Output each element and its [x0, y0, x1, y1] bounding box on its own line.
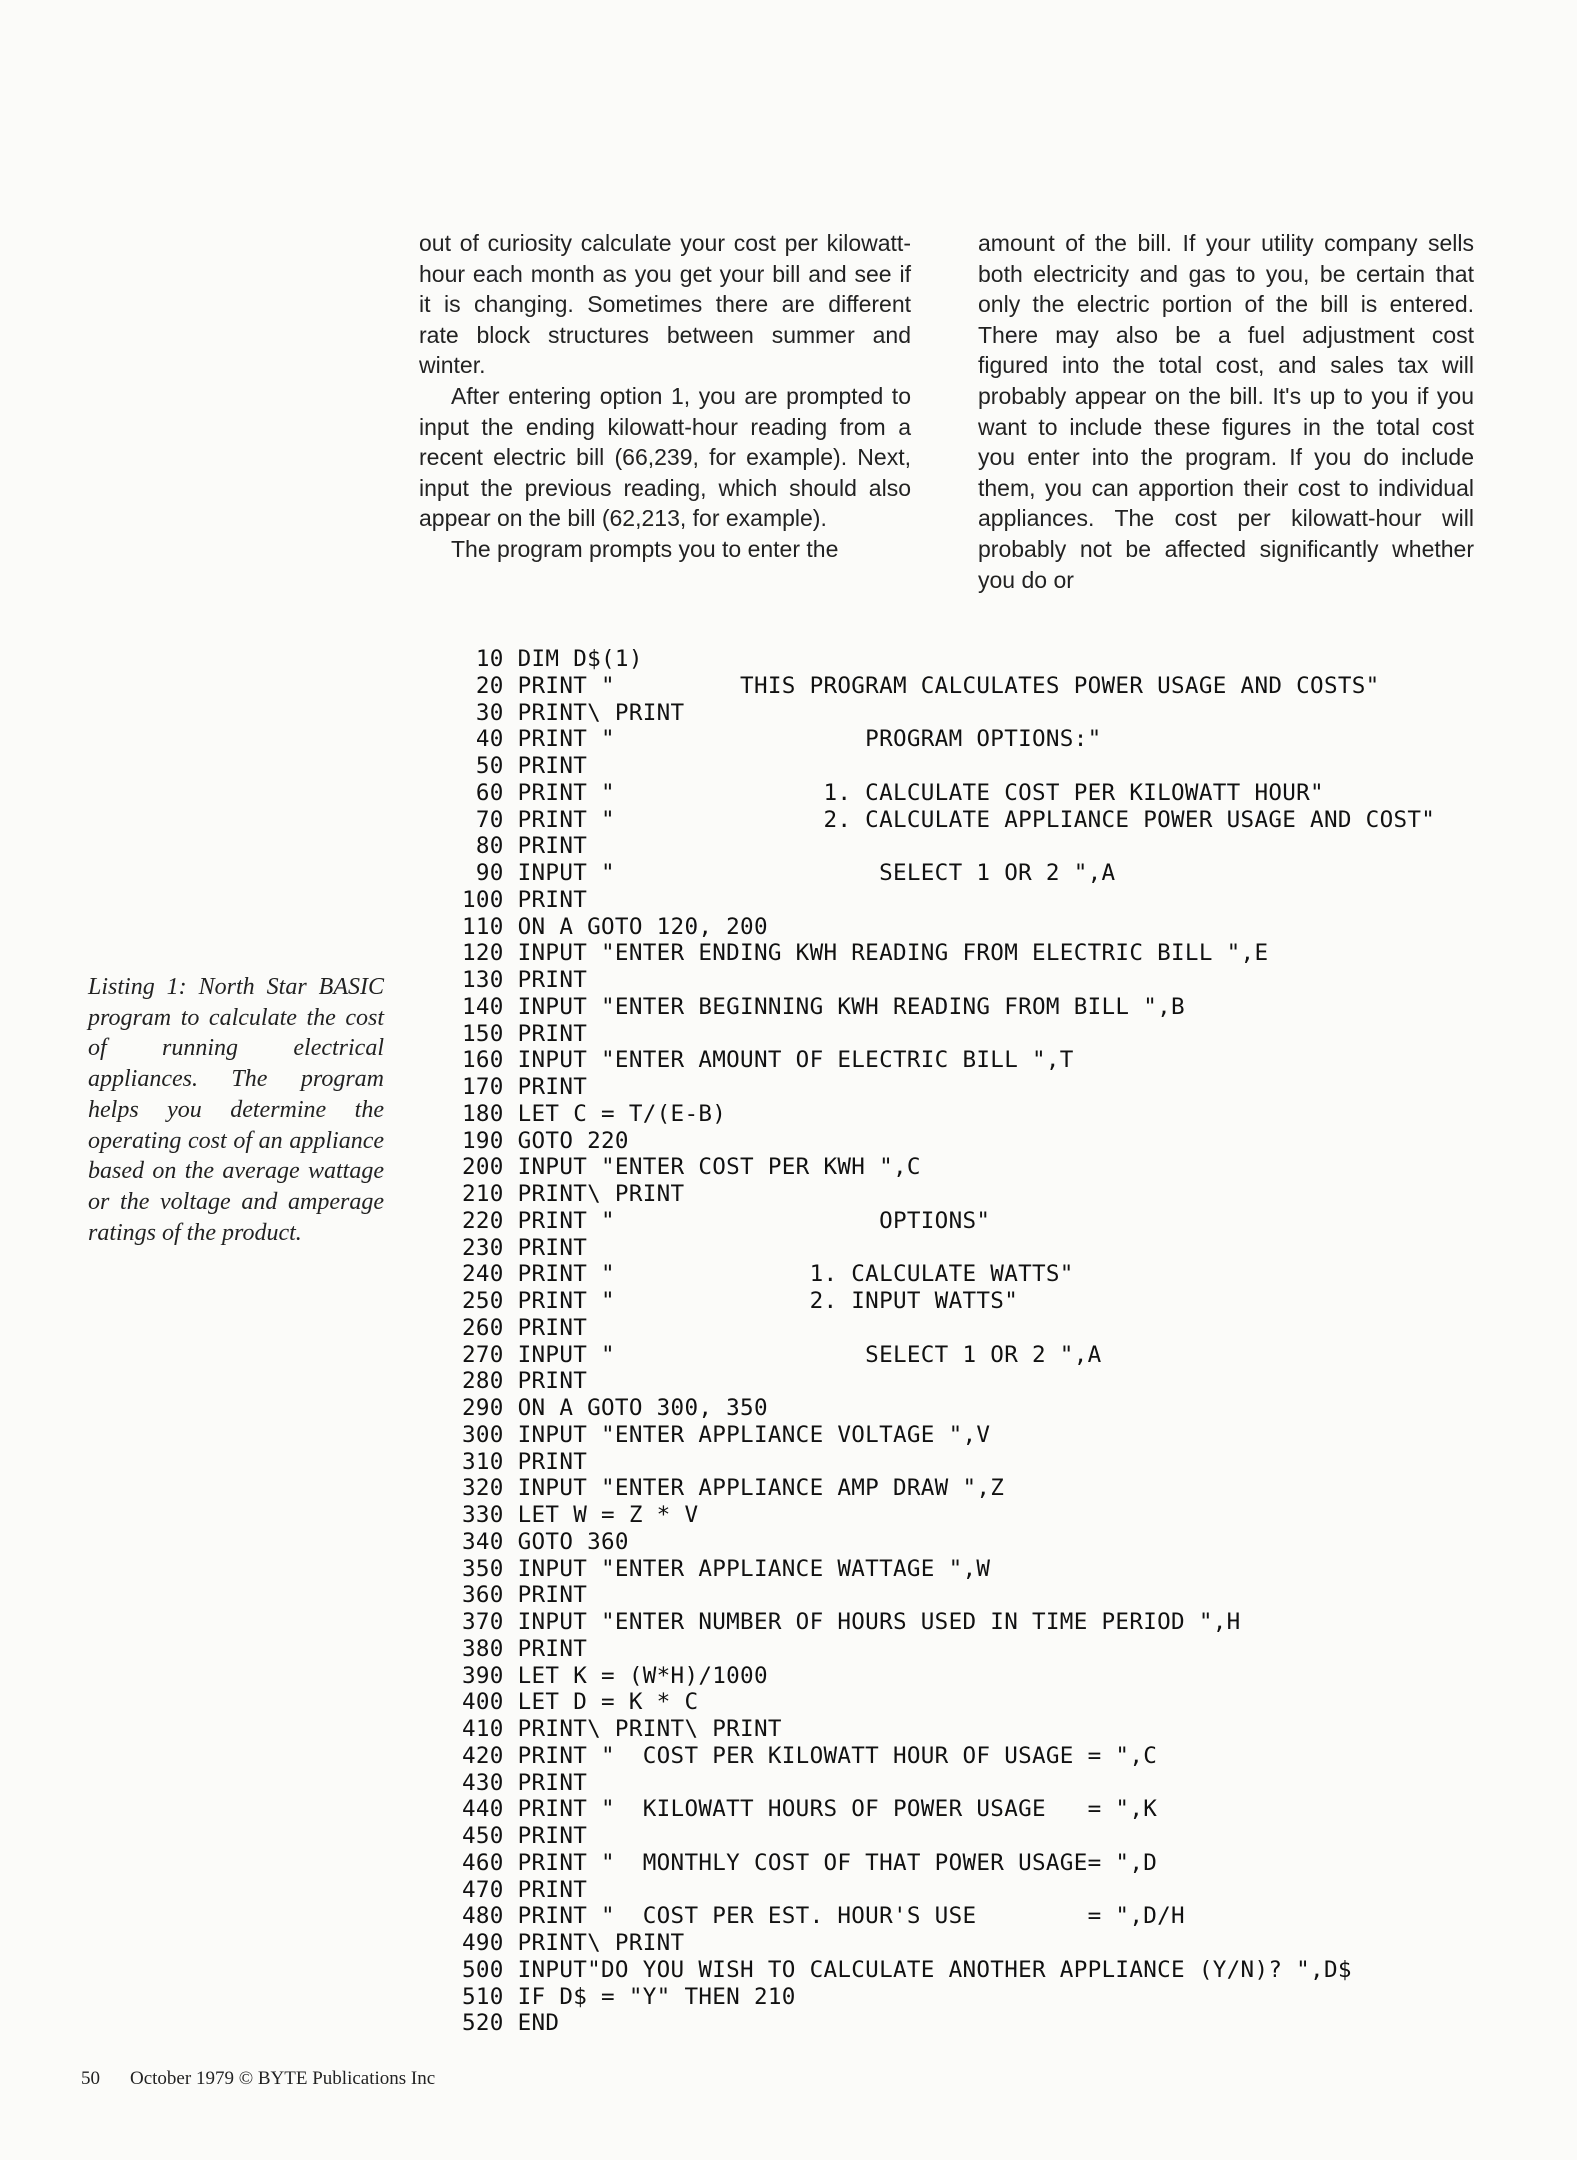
code-line: 400 LET D = K * C: [462, 1689, 699, 1716]
code-line: 320 INPUT "ENTER APPLIANCE AMP DRAW ",Z: [462, 1475, 1005, 1502]
page-footer: [81, 2068, 435, 2090]
code-line: 380 PRINT: [462, 1635, 588, 1662]
code-line: 80 PRINT: [462, 833, 588, 860]
code-line: 390 LET K = (W*H)/1000: [462, 1662, 768, 1689]
code-line: 120 INPUT "ENTER ENDING KWH READING FROM ELECTRIC BILL ",E: [462, 940, 1269, 967]
code-line: 130 PRINT: [462, 967, 588, 993]
code-line: 100 PRINT: [462, 886, 588, 913]
code-line: 140 INPUT "ENTER BEGINNING KWH READING FROM BILL ",B: [462, 993, 1185, 1020]
code-line: 150 PRINT: [462, 1020, 588, 1047]
code-line: 280 PRINT: [462, 1368, 588, 1395]
code-line: 510 IF D$ = "Y" THEN 210: [462, 1983, 796, 2010]
code-line: 220 PRINT " OPTIONS": [462, 1207, 991, 1234]
code-line: 60 PRINT " 1. CALCULATE COST PER KILOWATT HOUR": [462, 779, 1324, 806]
code-line: 160 INPUT "ENTER AMOUNT OF ELECTRIC BILL ",T: [462, 1047, 1074, 1074]
left-paragraph: The program prompts you to enter the: [451, 535, 839, 562]
code-line: 490 PRINT\ PRINT: [462, 1930, 685, 1956]
listing-caption: Listing 1: North Star BASIC program to calculate the cost of running electrical appliances. The program helps you determine the operating cost of an appliance based on the average wattage or the voltage and amperage ratings of the product.: [88, 974, 384, 1246]
code-line: 10 DIM D$(1): [462, 646, 643, 672]
code-line: 300 INPUT "ENTER APPLIANCE VOLTAGE ",V: [462, 1421, 991, 1448]
code-line: 40 PRINT " PROGRAM OPTIONS:": [462, 726, 1102, 753]
code-line: 360 PRINT: [462, 1582, 588, 1609]
footer-credit: October 1979 © BYTE Publications Inc: [130, 2068, 436, 2089]
code-line: 50 PRINT: [462, 753, 588, 779]
code-line: 460 PRINT " MONTHLY COST OF THAT POWER USAGE= ",D: [462, 1849, 1158, 1876]
code-line: 350 INPUT "ENTER APPLIANCE WATTAGE ",W: [462, 1555, 991, 1582]
code-line: 260 PRINT: [462, 1314, 588, 1341]
article-right-column: [978, 228, 1474, 595]
code-line: 110 ON A GOTO 120, 200: [462, 913, 768, 940]
code-line: 270 INPUT " SELECT 1 OR 2 ",A: [462, 1341, 1102, 1368]
code-line: 330 LET W = Z * V: [462, 1502, 699, 1528]
code-line: 230 PRINT: [462, 1234, 588, 1261]
code-line: 200 INPUT "ENTER COST PER KWH ",C: [462, 1154, 921, 1181]
code-line: 210 PRINT\ PRINT: [462, 1181, 685, 1207]
left-paragraph: out of curiosity calculate your cost per kilowatt-hour each month as you get your bill and see if it is changing. Sometimes there are different rate block structures between summer and winter.: [419, 230, 911, 379]
code-line: 500 INPUT"DO YOU WISH TO CALCULATE ANOTHER APPLIANCE (Y/N)? ",D$: [462, 1956, 1352, 1983]
code-line: 430 PRINT: [462, 1769, 588, 1796]
code-line: 340 GOTO 360: [462, 1528, 629, 1555]
code-line: 370 INPUT "ENTER NUMBER OF HOURS USED IN TIME PERIOD ",H: [462, 1609, 1241, 1635]
code-line: 470 PRINT: [462, 1876, 588, 1903]
code-line: 170 PRINT: [462, 1074, 588, 1100]
code-line: 190 GOTO 220: [462, 1127, 629, 1154]
code-line: 420 PRINT " COST PER KILOWATT HOUR OF USAGE = ",C: [462, 1742, 1158, 1769]
code-line: 290 ON A GOTO 300, 350: [462, 1395, 768, 1421]
code-line: 440 PRINT " KILOWATT HOURS OF POWER USAGE = ",K: [462, 1796, 1158, 1823]
right-paragraph: amount of the bill. If your utility company sells both electricity and gas to you, be certain that only the electric portion of the bill is entered. There may also be a fuel adjustment cost figured into the total cost, and sales tax will probably appear on the bill. It's up to you if you want to include these figures in the total cost you enter into the program. If you do include them, you can apportion their cost to individual appliances. The cost per kilowatt-hour will probably not be affected significantly whether you do or: [978, 230, 1474, 593]
code-line: 410 PRINT\ PRINT\ PRINT: [462, 1716, 782, 1742]
code-line: 310 PRINT: [462, 1448, 588, 1475]
code-line: 20 PRINT " THIS PROGRAM CALCULATES POWER USAGE AND COSTS": [462, 672, 1380, 699]
code-line: 250 PRINT " 2. INPUT WATTS": [462, 1288, 1019, 1314]
basic-program-listing: [462, 646, 1435, 2037]
page-number: 50: [81, 2068, 100, 2089]
code-line: 450 PRINT: [462, 1823, 588, 1849]
code-line: 520 END: [462, 2010, 560, 2037]
code-line: 30 PRINT\ PRINT: [462, 699, 685, 726]
code-line: 240 PRINT " 1. CALCULATE WATTS": [462, 1261, 1074, 1288]
article-left-column: [419, 228, 911, 565]
code-line: 480 PRINT " COST PER EST. HOUR'S USE = ",D/H: [462, 1903, 1185, 1930]
code-line: 90 INPUT " SELECT 1 OR 2 ",A: [462, 860, 1116, 886]
code-line: 70 PRINT " 2. CALCULATE APPLIANCE POWER USAGE AND COST": [462, 806, 1436, 833]
code-line: 180 LET C = T/(E-B): [462, 1100, 727, 1127]
left-paragraph: After entering option 1, you are prompted to input the ending kilowatt-hour reading from a recent electric bill (66,239, for example). Next, input the previous reading, which should also appear on the bill (62,213, for example).: [419, 382, 911, 532]
